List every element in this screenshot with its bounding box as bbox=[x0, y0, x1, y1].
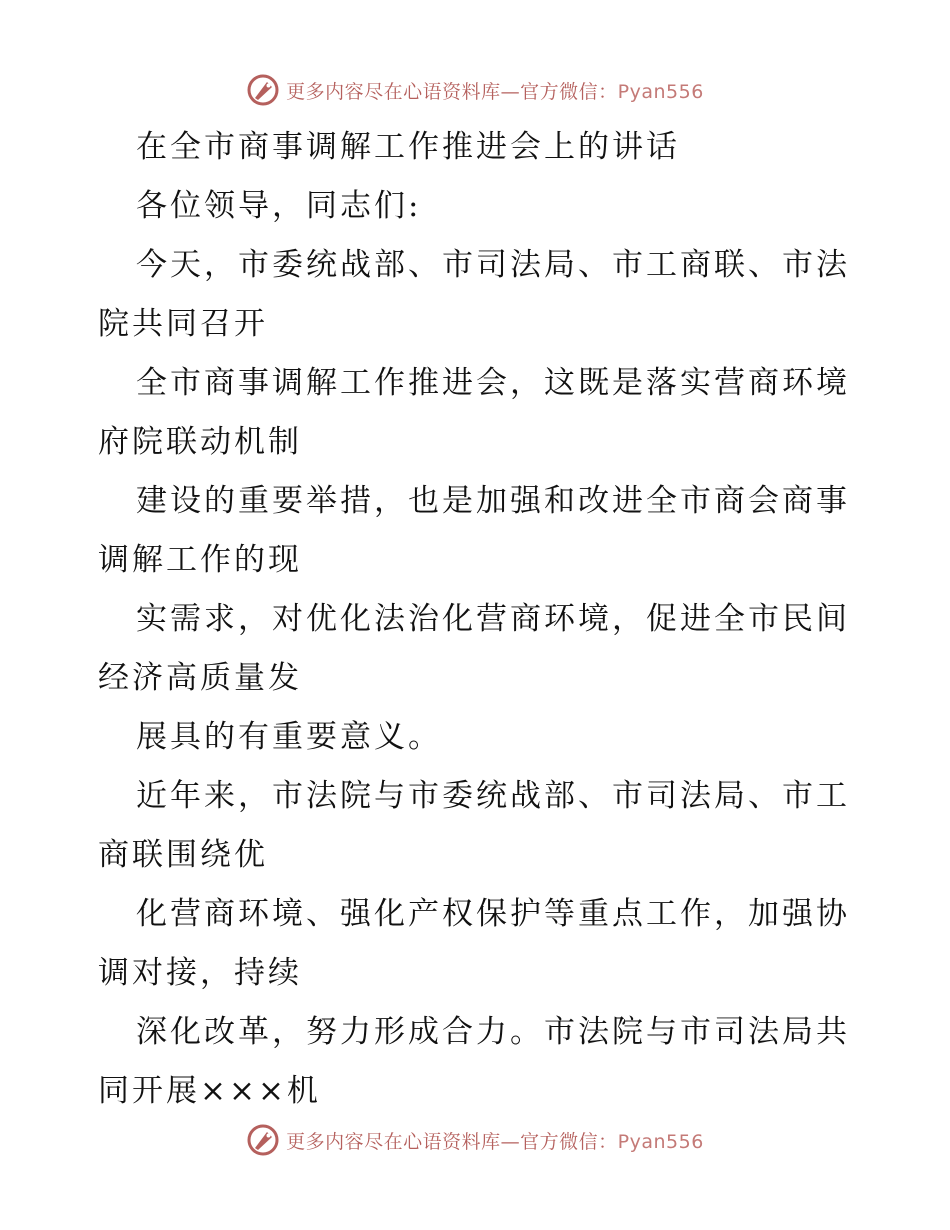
pen-nib-logo-icon bbox=[246, 73, 280, 107]
watermark-text: 更多内容尽在心语资料库—官方微信：Pyan556 bbox=[286, 1130, 704, 1153]
paragraph-line: 商联围绕优 bbox=[98, 837, 268, 873]
paragraph-line: 今天，市委统战部、市司法局、市工商联、市法 bbox=[136, 247, 850, 283]
paragraph-line: 府院联动机制 bbox=[98, 424, 302, 460]
paragraph-line: 全市商事调解工作推进会，这既是落实营商环境 bbox=[136, 365, 850, 401]
wechat-id: Pyan556 bbox=[617, 1130, 704, 1153]
paragraph-line: 院共同召开 bbox=[98, 306, 268, 342]
paragraph-line: 展具的有重要意义。 bbox=[136, 719, 442, 755]
watermark-text: 更多内容尽在心语资料库—官方微信：Pyan556 bbox=[286, 80, 704, 103]
paragraph-line: 同开展×××机 bbox=[98, 1073, 321, 1109]
watermark-banner-top bbox=[0, 70, 950, 110]
pen-nib-logo-icon bbox=[246, 1123, 280, 1157]
document-body bbox=[98, 118, 850, 1121]
paragraph-line: 调解工作的现 bbox=[98, 542, 302, 578]
salutation: 各位领导，同志们: bbox=[136, 188, 422, 224]
paragraph-line: 深化改革，努力形成合力。市法院与市司法局共 bbox=[136, 1014, 850, 1050]
paragraph-line: 化营商环境、强化产权保护等重点工作，加强协 bbox=[136, 896, 850, 932]
paragraph-line: 调对接，持续 bbox=[98, 955, 302, 991]
paragraph-line: 建设的重要举措，也是加强和改进全市商会商事 bbox=[136, 483, 850, 519]
wechat-id: Pyan556 bbox=[617, 80, 704, 103]
watermark-banner-bottom bbox=[0, 1120, 950, 1160]
document-title: 在全市商事调解工作推进会上的讲话 bbox=[136, 129, 680, 165]
paragraph-line: 实需求，对优化法治化营商环境，促进全市民间 bbox=[136, 601, 850, 637]
paragraph-line: 经济高质量发 bbox=[98, 660, 302, 696]
paragraph-line: 近年来，市法院与市委统战部、市司法局、市工 bbox=[136, 778, 850, 814]
